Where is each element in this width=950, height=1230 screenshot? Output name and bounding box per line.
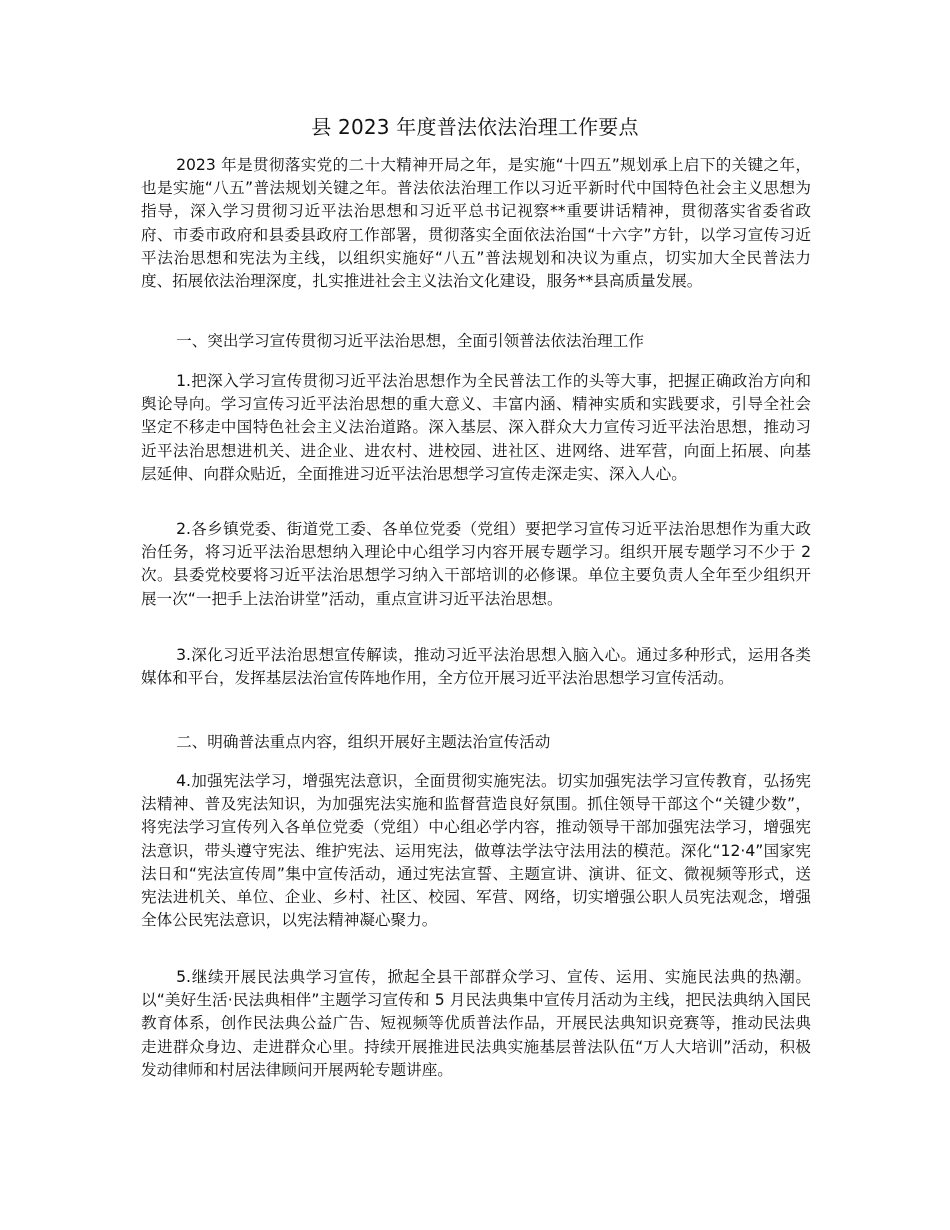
item-paragraph-4: 4.加强宪法学习，增强宪法意识，全面贯彻实施宪法。切实加强宪法学习宣传教育，弘扬宪法精神、普及宪法知识，为加强宪法实施和监督营造良好氛围。抓住领导干部这个“关键少数”，将宪法学习宣传列入各单位党委（党组）中心组必学内容，推动领导干部加强宪法学习，增强宪法意识，带头遵守宪法、维护宪法、运用宪法，做尊法学法守法用法的模范。深化“12·4”国家宪法日和“宪法宣传周”集中宣传活动，通过宪法宣誓、主题宣讲、演讲、征文、微视频等形式，送宪法进机关、单位、企业、乡村、社区、校园、军营、网络，切实增强公职人员宪法观念，增强全体公民宪法意识，以宪法精神凝心聚力。: [141, 772, 811, 930]
section-heading-1: 一、突出学习宣传贯彻习近平法治思想，全面引领普法依法治理工作: [176, 332, 644, 350]
item-paragraph-3: 3.深化习近平法治思想宣传解读，推动习近平法治思想入脑入心。通过多种形式，运用各类媒体和平台，发挥基层法治宣传阵地作用，全方位开展习近平法治思想学习宣传活动。: [141, 646, 811, 688]
item-paragraph-2: 2.各乡镇党委、街道党工委、各单位党委（党组）要把学习宣传习近平法治思想作为重大政治任务，将习近平法治思想纳入理论中心组学习内容开展专题学习。组织开展专题学习不少于 2 次。县委党校要将习近平法治思想学习纳入干部培训的必修课。单位主要负责人全年至少组织开展一次“一把手上法治讲堂”活动，重点宣讲习近平法治思想。: [141, 520, 811, 608]
section-heading-2: 二、明确普法重点内容，组织开展好主题法治宣传活动: [176, 733, 551, 751]
item-paragraph-1: 1.把深入学习宣传贯彻习近平法治思想作为全民普法工作的头等大事，把握正确政治方向和舆论导向。学习宣传习近平法治思想的重大意义、丰富内涵、精神实质和实践要求，引导全社会坚定不移走中国特色社会主义法治道路。深入基层、深入群众大力宣传习近平法治思想，推动习近平法治思想进机关、进企业、进农村、进校园、进社区、进网络、进军营，向面上拓展、向基层延伸、向群众贴近，全面推进习近平法治思想学习宣传走深走实、深入人心。: [141, 372, 811, 483]
intro-paragraph: 2023 年是贯彻落实党的二十大精神开局之年，是实施“十四五”规划承上启下的关键之年，也是实施“八五”普法规划关键之年。普法依法治理工作以习近平新时代中国特色社会主义思想为指导，深入学习贯彻习近平法治思想和习近平总书记视察**重要讲话精神，贯彻落实省委省政府、市委市政府和县委县政府工作部署，贯彻落实全面依法治国“十六字”方针，以学习宣传习近平法治思想和宪法为主线，以组织实施好“八五”普法规划和决议为重点，切实加大全民普法力度、拓展依法治理深度，扎实推进社会主义法治文化建设，服务**县高质量发展。: [141, 156, 811, 291]
item-paragraph-5: 5.继续开展民法典学习宣传，掀起全县干部群众学习、宣传、运用、实施民法典的热潮。以“美好生活·民法典相伴”主题学习宣传和 5 月民法典集中宣传月活动为主线，把民法典纳入国民教育体系，创作民法典公益广告、短视频等优质普法作品，开展民法典知识竞赛等，推动民法典走进群众身边、走进群众心里。持续开展推进民法典实施基层普法队伍“万人大培训”活动，积极发动律师和村居法律顾问开展两轮专题讲座。: [141, 968, 811, 1079]
document-title: 县 2023 年度普法依法治理工作要点: [311, 115, 639, 139]
